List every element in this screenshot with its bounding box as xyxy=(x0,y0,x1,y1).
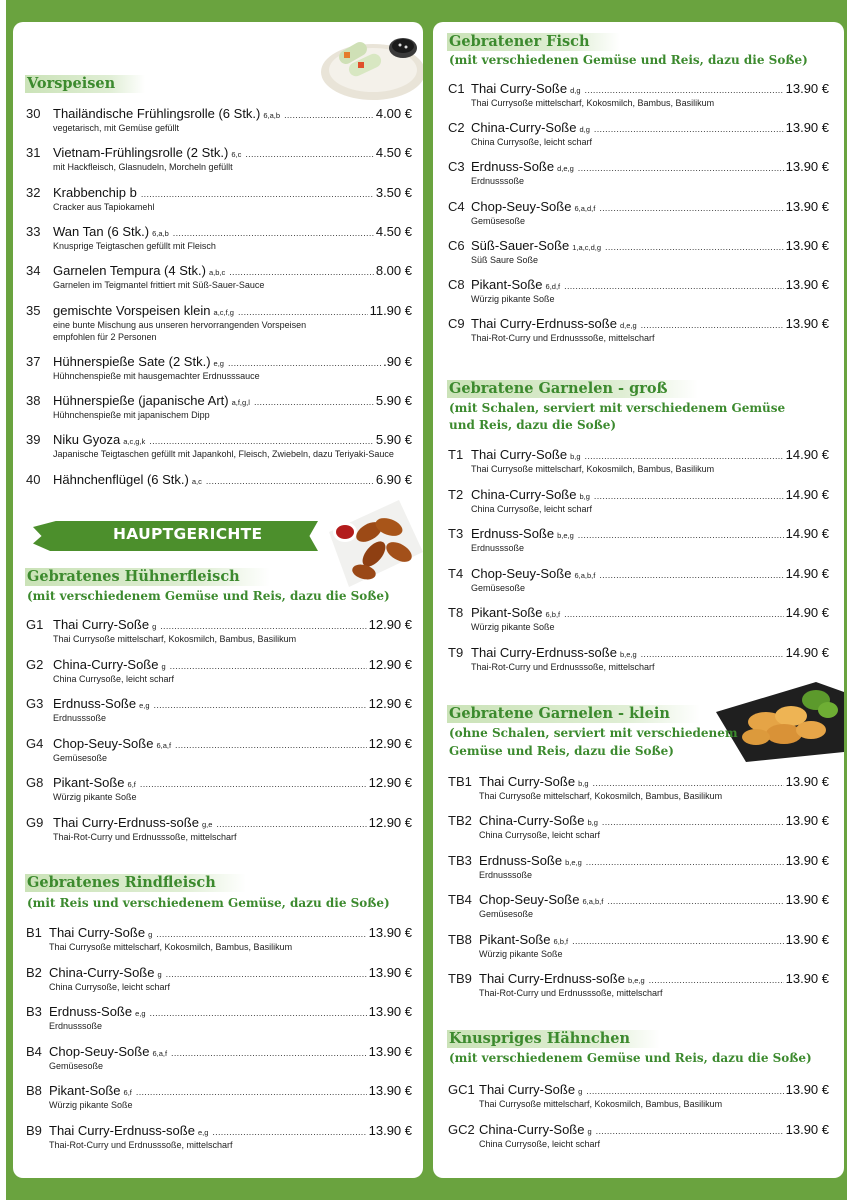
item-description: Thai Currysoße mittelscharf, Kokosmilch, Bambus, Basilikum xyxy=(479,791,723,801)
item-description: Gemüsesoße xyxy=(471,582,526,593)
item-price: 13.90 € xyxy=(785,1082,829,1097)
item-name: gemischte Vorspeisen klein xyxy=(53,302,211,318)
item-description: Erdnusssoße xyxy=(479,869,533,880)
item-price: 13.90 € xyxy=(368,964,412,980)
item-description: Erdnusssoße xyxy=(53,713,107,723)
menu-item: T9 Thai Curry-Erdnuss-soße b,e,g ..... 14.90 € Thai-Rot-Curry und Erdnusssoße, mittelscharf xyxy=(448,645,829,673)
menu-item: T1 Thai Curry-Soße b,g ..... 14.90 € Thai Currysoße mittelscharf, Kokosmilch, Bambus, Basilikum xyxy=(448,447,829,475)
menu-item: G3 Erdnuss-Soße e,g ..... 12.90 € Erdnusssoße xyxy=(26,696,412,724)
item-name: Pikant-Soße xyxy=(471,277,543,292)
item-price: 13.90 € xyxy=(368,1004,412,1019)
item-name: Hähnchenflügel (6 Stk.) xyxy=(53,471,189,487)
item-code: T9 xyxy=(448,645,464,660)
item-code: B3 xyxy=(26,1004,42,1019)
dot-leader xyxy=(594,491,784,501)
item-price: 8.00 € xyxy=(375,263,412,279)
item-description: Gemüsesoße xyxy=(53,752,108,763)
item-code: C8 xyxy=(448,277,465,292)
dot-leader xyxy=(585,85,784,95)
item-description: Cracker aus Tapiokamehl xyxy=(53,201,155,212)
item-price: 14.90 € xyxy=(785,565,829,581)
item-price: 13.90 € xyxy=(785,277,829,292)
item-description: vegetarisch, mit Gemüse gefüllt xyxy=(53,123,180,133)
dot-leader xyxy=(229,267,374,277)
section-subtitle-garnelen-gross-2: und Reis, dazu die Soße) xyxy=(449,418,617,432)
item-price: 13.90 € xyxy=(785,159,829,175)
item-description: Thai-Rot-Curry und Erdnusssoße, mittelscharf xyxy=(53,831,237,842)
item-name: China-Curry-Soße xyxy=(479,1121,585,1137)
item-code: 39 xyxy=(26,432,41,448)
item-name: Thai Curry-Soße xyxy=(479,1082,576,1097)
item-name: Erdnuss-Soße xyxy=(479,852,563,868)
dot-leader xyxy=(284,110,374,120)
dot-leader xyxy=(607,896,783,906)
menu-item: GC1 Thai Curry-Soße g ..... 13.90 € Thai Currysoße mittelscharf, Kokosmilch, Bambus, Basilikum xyxy=(448,1082,829,1110)
section-title-vorspeisen: Vorspeisen xyxy=(25,75,145,93)
item-price: 13.90 € xyxy=(785,971,829,986)
dot-leader xyxy=(154,700,367,710)
section-title-fisch: Gebratener Fisch xyxy=(447,33,620,51)
menu-item: TB8 Pikant-Soße 6,b,f ..... 13.90 € Würzig pikante Soße xyxy=(448,932,829,960)
item-price: 5.90 € xyxy=(375,432,412,448)
item-name: Thai Curry-Soße xyxy=(53,617,150,632)
item-price: 4.50 € xyxy=(375,223,412,239)
dot-leader xyxy=(641,649,784,659)
dot-leader xyxy=(156,929,366,939)
item-description: Süß Saure Soße xyxy=(471,254,539,265)
menu-item: T3 Erdnuss-Soße b,e,g ..... 14.90 € Erdnusssoße xyxy=(448,526,829,554)
dot-leader xyxy=(596,1126,784,1136)
dot-leader xyxy=(212,1127,366,1137)
item-code: T4 xyxy=(448,565,464,581)
item-code: GC1 xyxy=(448,1082,475,1097)
item-code: 30 xyxy=(26,106,41,121)
item-price: 13.90 € xyxy=(785,120,829,136)
item-name: China-Curry-Soße xyxy=(471,486,577,502)
menu-item: G1 Thai Curry-Soße g ..... 12.90 € Thai Currysoße mittelscharf, Kokosmilch, Bambus, Basilikum xyxy=(26,617,412,645)
menu-item: C8 Pikant-Soße 6,d,f ..... 13.90 € Würzig pikante Soße xyxy=(448,277,829,305)
section-subtitle-haehnchen: (mit verschiedenem Gemüse und Reis, dazu die Soße) xyxy=(449,1051,812,1065)
item-name: Pikant-Soße xyxy=(49,1083,121,1098)
dot-leader xyxy=(140,779,367,789)
item-price: .90 € xyxy=(383,353,412,369)
item-code: C1 xyxy=(448,81,465,96)
item-name: Pikant-Soße xyxy=(479,931,551,947)
menu-item: C9 Thai Curry-Erdnuss-soße d,e,g ..... 13.90 € Thai-Rot-Curry und Erdnusssoße, mittelscharf xyxy=(448,316,829,344)
item-price: 13.90 € xyxy=(785,852,829,868)
item-name: Thai Curry-Soße xyxy=(479,774,576,789)
item-description: eine bunte Mischung aus unseren hervorrangenden Vorspeisen xyxy=(53,319,307,330)
item-code: G2 xyxy=(26,656,44,672)
item-code: C2 xyxy=(448,120,465,136)
item-description: Gemüsesoße xyxy=(471,215,526,226)
item-description: Würzig pikante Soße xyxy=(49,1100,133,1110)
menu-item: G2 China-Curry-Soße g ..... 12.90 € China Currysoße, leicht scharf xyxy=(26,657,412,685)
item-description: Thai Currysoße mittelscharf, Kokosmilch, Bambus, Basilikum xyxy=(53,634,297,644)
dot-leader xyxy=(641,320,784,330)
menu-item: 40 Hähnchenflügel (6 Stk.) a,c ..... 6.90 € xyxy=(26,472,412,488)
item-code: G8 xyxy=(26,775,44,790)
menu-item: C3 Erdnuss-Soße d,e,g ..... 13.90 € Erdnusssoße xyxy=(448,159,829,187)
dot-leader xyxy=(586,857,784,867)
menu-item: 38 Hühnerspieße (japanische Art) a,f,g,l ..... 5.90 € Hühnchenspieße mit japanischem Dipp xyxy=(26,393,412,421)
menu-item: 39 Niku Gyoza a,c,g,k ..... 5.90 € Japanische Teigtaschen gefüllt mit Japankohl, Fleisch, Zwiebeln, dazu Teriyaki-Sauce xyxy=(26,432,412,460)
page-edge xyxy=(0,0,6,1200)
item-code: 33 xyxy=(26,223,41,239)
section-subtitle-fisch: (mit verschiedenen Gemüse und Reis, dazu die Soße) xyxy=(449,53,808,67)
item-name: Süß-Sauer-Soße xyxy=(471,237,570,253)
menu-item xyxy=(26,185,412,213)
item-description: Erdnusssoße xyxy=(49,1021,103,1031)
item-price: 11.90 € xyxy=(369,302,412,318)
item-price: 13.90 € xyxy=(785,237,829,253)
item-name: Krabbenchip b xyxy=(53,184,137,200)
dot-leader xyxy=(238,307,368,317)
item-description: China Currysoße, leicht scharf xyxy=(479,1138,601,1149)
item-name: China-Curry-Soße xyxy=(53,656,159,672)
item-code: T8 xyxy=(448,605,464,621)
item-price: 13.90 € xyxy=(368,1043,412,1059)
menu-item: 33 Wan Tan (6 Stk.) 6,a,b ..... 4.50 € Knusprige Teigtaschen gefüllt mit Fleisch xyxy=(26,224,412,252)
item-code: TB2 xyxy=(448,813,472,829)
dot-leader xyxy=(572,936,783,946)
item-description: China Currysoße, leicht scharf xyxy=(53,673,175,684)
section-title-huhn: Gebratenes Hühnerfleisch xyxy=(25,568,270,586)
chicken-wings-photo xyxy=(319,492,423,592)
item-name: Chop-Seuy-Soße xyxy=(49,1043,150,1059)
item-price: 12.90 € xyxy=(368,696,412,711)
menu-item: C6 Süß-Sauer-Soße 1,a,c,d,g ..... 13.90 € Süß Saure Soße xyxy=(448,238,829,266)
hauptgerichte-title: HAUPTGERICHTE xyxy=(113,525,263,543)
dot-leader xyxy=(602,817,784,827)
item-price: 13.90 € xyxy=(785,316,829,332)
fried-shrimp-photo xyxy=(716,682,844,762)
item-description: Thai-Rot-Curry und Erdnusssoße, mittelscharf xyxy=(471,333,655,344)
section-title-haehnchen: Knuspriges Hähnchen xyxy=(447,1030,660,1048)
item-name: Thai Curry-Soße xyxy=(49,925,146,940)
dot-leader xyxy=(136,1087,367,1097)
item-description: Würzig pikante Soße xyxy=(479,948,563,959)
item-code: TB3 xyxy=(448,852,472,868)
item-code: G1 xyxy=(26,617,44,632)
item-code: B9 xyxy=(26,1122,42,1138)
item-name: Erdnuss-Soße xyxy=(53,696,137,711)
dot-leader xyxy=(649,975,784,985)
item-description: Gemüsesoße xyxy=(479,909,534,920)
item-description: Thai Currysoße mittelscharf, Kokosmilch, Bambus, Basilikum xyxy=(471,464,715,474)
item-name: China-Curry-Soße xyxy=(49,964,155,980)
dot-leader xyxy=(160,621,366,631)
item-description: Thai Currysoße mittelscharf, Kokosmilch, Bambus, Basilikum xyxy=(471,98,715,108)
menu-item: GC2 China-Curry-Soße g ..... 13.90 € China Currysoße, leicht scharf xyxy=(448,1122,829,1150)
item-description: Thai-Rot-Curry und Erdnusssoße, mittelscharf xyxy=(479,988,663,998)
item-description: Würzig pikante Soße xyxy=(471,622,555,633)
right-menu-panel xyxy=(433,22,844,1178)
item-price: 13.90 € xyxy=(785,813,829,829)
item-code: G4 xyxy=(26,735,44,751)
dot-leader xyxy=(599,570,783,580)
item-price: 14.90 € xyxy=(785,645,829,660)
item-price: 13.90 € xyxy=(785,931,829,947)
menu-item: T8 Pikant-Soße 6,b,f ..... 14.90 € Würzig pikante Soße xyxy=(448,605,829,633)
menu-item: T2 China-Curry-Soße b,g ..... 14.90 € China Currysoße, leicht scharf xyxy=(448,487,829,515)
item-price: 5.90 € xyxy=(375,393,412,409)
item-name: Erdnuss-Soße xyxy=(49,1004,133,1019)
item-name: China-Curry-Soße xyxy=(471,120,577,136)
item-code: C6 xyxy=(448,237,465,253)
item-description: Thai-Rot-Curry und Erdnusssoße, mittelscharf xyxy=(49,1139,233,1150)
menu-item: 37 Hühnerspieße Sate (2 Stk.) e,g ..... .90 € Hühnchenspieße mit hausgemachter Erdnusssauce xyxy=(26,354,412,382)
menu-item: B9 Thai Curry-Erdnuss-soße e,g ..... 13.90 € Thai-Rot-Curry und Erdnusssoße, mittelscharf xyxy=(26,1123,412,1151)
item-description: Hühnchenspieße mit hausgemachter Erdnusssauce xyxy=(53,370,260,381)
item-description: Erdnusssoße xyxy=(471,176,525,187)
item-name: Hühnerspieße (japanische Art) xyxy=(53,393,229,409)
dot-leader xyxy=(150,1008,367,1018)
menu-item: C2 China-Curry-Soße d,g ..... 13.90 € China Currysoße, leicht scharf xyxy=(448,120,829,148)
item-name: Niku Gyoza xyxy=(53,432,121,448)
item-code: 40 xyxy=(26,471,41,487)
item-code: B8 xyxy=(26,1083,42,1098)
dot-leader xyxy=(594,124,784,134)
dot-leader xyxy=(166,969,367,979)
item-description: Gemüsesoße xyxy=(49,1060,104,1071)
item-name: Thai Curry-Soße xyxy=(471,447,568,462)
menu-item: 31 Vietnam-Frühlingsrolle (2 Stk.) 6,c ..... 4.50 € mit Hackfleisch, Glasnudeln, Morcheln gefüllt xyxy=(26,145,412,173)
item-price: 13.90 € xyxy=(368,1083,412,1098)
item-description: Knusprige Teigtaschen gefüllt mit Fleisch xyxy=(53,240,216,251)
item-price: 3.50 € xyxy=(375,184,412,200)
item-description: mit Hackfleisch, Glasnudeln, Morcheln gefüllt xyxy=(53,162,233,173)
menu-item: G4 Chop-Seuy-Soße 6,a,f ..... 12.90 € Gemüsesoße xyxy=(26,736,412,764)
section-subtitle-garnelen-gross-1: (mit Schalen, serviert mit verschiedenem Gemüse xyxy=(449,401,786,415)
menu-item: TB1 Thai Curry-Soße b,g ..... 13.90 € Thai Currysoße mittelscharf, Kokosmilch, Bambus, Basilikum xyxy=(448,774,829,802)
item-code: 35 xyxy=(26,302,41,318)
item-price: 12.90 € xyxy=(368,735,412,751)
dot-leader xyxy=(586,1086,783,1096)
dot-leader xyxy=(149,436,374,446)
item-code: B4 xyxy=(26,1043,42,1059)
menu-item: G8 Pikant-Soße 6,f ..... 12.90 € Würzig pikante Soße xyxy=(26,775,412,803)
menu-item: B3 Erdnuss-Soße e,g ..... 13.90 € Erdnusssoße xyxy=(26,1004,412,1032)
item-description: China Currysoße, leicht scharf xyxy=(471,137,593,148)
item-name: Pikant-Soße xyxy=(53,775,125,790)
item-name: Thai Curry-Erdnuss-soße xyxy=(471,316,617,332)
item-price: 12.90 € xyxy=(368,617,412,632)
item-description: Thai Currysoße mittelscharf, Kokosmilch, Bambus, Basilikum xyxy=(479,1099,723,1109)
item-description: Hühnchenspieße mit japanischem Dipp xyxy=(53,410,210,421)
item-price: 6.90 € xyxy=(375,471,412,487)
item-name: Thai Curry-Erdnuss-soße xyxy=(479,971,625,986)
item-description: Thai-Rot-Curry und Erdnusssoße, mittelscharf xyxy=(471,662,655,672)
item-code: G9 xyxy=(26,814,44,830)
section-subtitle-rind: (mit Reis und verschiedenem Gemüse, dazu die Soße) xyxy=(27,896,390,910)
item-price: 13.90 € xyxy=(785,774,829,789)
item-price: 12.90 € xyxy=(368,814,412,830)
dot-leader xyxy=(228,358,381,368)
item-name: Vietnam-Frühlingsrolle (2 Stk.) xyxy=(53,145,229,161)
item-code: 31 xyxy=(26,145,41,161)
dot-leader xyxy=(171,1048,367,1058)
item-code: 34 xyxy=(26,263,41,279)
spring-rolls-photo xyxy=(318,24,423,102)
menu-item: B2 China-Curry-Soße g ..... 13.90 € China Currysoße, leicht scharf xyxy=(26,965,412,993)
menu-item: TB4 Chop-Seuy-Soße 6,a,b,f ..... 13.90 € Gemüsesoße xyxy=(448,892,829,920)
item-name: Thai Curry-Erdnuss-soße xyxy=(471,645,617,660)
item-code: T2 xyxy=(448,486,464,502)
item-code: 37 xyxy=(26,353,41,369)
dot-leader xyxy=(173,228,374,238)
item-description: Thai Currysoße mittelscharf, Kokosmilch, Bambus, Basilikum xyxy=(49,942,293,952)
item-name: Erdnuss-Soße xyxy=(471,159,555,175)
menu-item: TB9 Thai Curry-Erdnuss-soße b,e,g ..... 13.90 € Thai-Rot-Curry und Erdnusssoße, mittelscharf xyxy=(448,971,829,999)
item-price: 13.90 € xyxy=(368,1122,412,1138)
item-name: Chop-Seuy-Soße xyxy=(53,735,154,751)
menu-item: B4 Chop-Seuy-Soße 6,a,f ..... 13.90 € Gemüsesoße xyxy=(26,1044,412,1072)
menu-item: TB2 China-Curry-Soße b,g ..... 13.90 € China Currysoße, leicht scharf xyxy=(448,813,829,841)
dot-leader xyxy=(578,530,784,540)
item-description: China Currysoße, leicht scharf xyxy=(479,830,601,841)
dot-leader xyxy=(585,451,784,461)
item-name: Thailändische Frühlingsrolle (6 Stk.) xyxy=(53,106,261,121)
section-subtitle-garnelen-klein-1: (ohne Schalen, serviert mit verschiedenem xyxy=(449,726,738,740)
item-price: 4.00 € xyxy=(375,106,412,121)
dot-leader xyxy=(206,476,374,486)
item-name: China-Curry-Soße xyxy=(479,813,585,829)
item-description: Würzig pikante Soße xyxy=(53,792,137,802)
menu-item: C1 Thai Curry-Soße d,g ..... 13.90 € Thai Currysoße mittelscharf, Kokosmilch, Bambus, Basilikum xyxy=(448,81,829,109)
item-code: T3 xyxy=(448,526,464,542)
item-price: 14.90 € xyxy=(785,447,829,462)
item-code: C9 xyxy=(448,316,465,332)
dot-leader xyxy=(578,163,784,173)
menu-item: B1 Thai Curry-Soße g ..... 13.90 € Thai Currysoße mittelscharf, Kokosmilch, Bambus, Basilikum xyxy=(26,925,412,953)
item-price: 14.90 € xyxy=(785,526,829,542)
dot-leader xyxy=(564,609,783,619)
menu-item: 35 gemischte Vorspeisen klein a,c,f,g ..... 11.90 € eine bunte Mischung aus unseren hervorrangenden Vorspeisen empfohlen für 2 Personen xyxy=(26,303,412,343)
item-price: 12.90 € xyxy=(368,775,412,790)
item-price: 14.90 € xyxy=(785,486,829,502)
item-code: TB4 xyxy=(448,892,472,908)
item-name: Chop-Seuy-Soße xyxy=(471,198,572,214)
menu-item: TB3 Erdnuss-Soße b,e,g ..... 13.90 € Erdnusssoße xyxy=(448,853,829,881)
menu-item: G9 Thai Curry-Erdnuss-soße g,e ..... 12.90 € Thai-Rot-Curry und Erdnusssoße, mittelscharf xyxy=(26,815,412,843)
section-title-garnelen-gross: Gebratene Garnelen - groß xyxy=(447,380,698,398)
item-description: Würzig pikante Soße xyxy=(471,294,555,304)
menu-item: C4 Chop-Seuy-Soße 6,a,d,f ..... 13.90 € Gemüsesoße xyxy=(448,199,829,227)
item-name: Chop-Seuy-Soße xyxy=(471,565,572,581)
dot-leader xyxy=(175,740,367,750)
item-name: Thai Curry-Erdnuss-soße xyxy=(49,1122,195,1138)
item-code: 38 xyxy=(26,393,41,409)
item-price: 13.90 € xyxy=(368,925,412,940)
left-menu-panel xyxy=(13,22,423,1178)
item-price: 13.90 € xyxy=(785,1121,829,1137)
item-price: 12.90 € xyxy=(368,656,412,672)
item-code: G3 xyxy=(26,696,44,711)
item-price: 13.90 € xyxy=(785,198,829,214)
item-code: TB1 xyxy=(448,774,472,789)
item-code: 32 xyxy=(26,184,41,200)
item-description: empfohlen für 2 Personen xyxy=(53,331,157,342)
item-name: Chop-Seuy-Soße xyxy=(479,892,580,908)
dot-leader xyxy=(599,203,783,213)
item-name: Pikant-Soße xyxy=(471,605,543,621)
dot-leader xyxy=(216,819,366,829)
dot-leader xyxy=(254,397,374,407)
dot-leader xyxy=(605,242,784,252)
item-name: Garnelen Tempura (4 Stk.) xyxy=(53,263,206,279)
dot-leader xyxy=(593,778,784,788)
item-description: China Currysoße, leicht scharf xyxy=(49,981,171,992)
item-name: Wan Tan (6 Stk.) xyxy=(53,223,150,239)
item-price: 14.90 € xyxy=(785,605,829,621)
item-code: B2 xyxy=(26,964,42,980)
item-description: Garnelen im Teigmantel frittiert mit Süß-Sauer-Sauce xyxy=(53,280,265,291)
item-code: B1 xyxy=(26,925,42,940)
item-description: China Currysoße, leicht scharf xyxy=(471,503,593,514)
item-name: Thai Curry-Soße xyxy=(471,81,568,96)
item-price: 4.50 € xyxy=(375,145,412,161)
item-code: C4 xyxy=(448,198,465,214)
menu-item: 34 Garnelen Tempura (4 Stk.) a,b,c ..... 8.00 € Garnelen im Teigmantel frittiert mit Süß-Sauer-Sauce xyxy=(26,263,412,291)
menu-item: 30 Thailändische Frühlingsrolle (6 Stk.) 6,a,b ..... 4.00 € vegetarisch, mit Gemüse gefüllt xyxy=(26,106,412,134)
item-name: Erdnuss-Soße xyxy=(471,526,555,542)
section-subtitle-garnelen-klein-2: Gemüse und Reis, dazu die Soße) xyxy=(449,744,674,758)
section-subtitle-huhn: (mit verschiedenem Gemüse und Reis, dazu die Soße) xyxy=(27,589,390,603)
item-description: Japanische Teigtaschen gefüllt mit Japankohl, Fleisch, Zwiebeln, dazu Teriyaki-Sauce xyxy=(53,449,394,460)
dot-leader xyxy=(245,149,374,159)
item-price: 13.90 € xyxy=(785,81,829,96)
menu-item: T4 Chop-Seuy-Soße 6,a,b,f ..... 14.90 € Gemüsesoße xyxy=(448,566,829,594)
item-code: C3 xyxy=(448,159,465,175)
dot-leader xyxy=(170,661,367,671)
menu-item: B8 Pikant-Soße 6,f ..... 13.90 € Würzig pikante Soße xyxy=(26,1083,412,1111)
item-code: GC2 xyxy=(448,1121,475,1137)
item-code: TB9 xyxy=(448,971,472,986)
section-title-garnelen-klein: Gebratene Garnelen - klein xyxy=(447,705,700,723)
item-description: Erdnusssoße xyxy=(471,543,525,554)
item-code: TB8 xyxy=(448,931,472,947)
item-name: Thai Curry-Erdnuss-soße xyxy=(53,814,199,830)
dot-leader xyxy=(564,281,783,291)
item-price: 13.90 € xyxy=(785,892,829,908)
section-title-rind: Gebratenes Rindfleisch xyxy=(25,874,246,892)
dot-leader xyxy=(141,189,374,199)
item-code: T1 xyxy=(448,447,464,462)
item-name: Hühnerspieße Sate (2 Stk.) xyxy=(53,353,211,369)
